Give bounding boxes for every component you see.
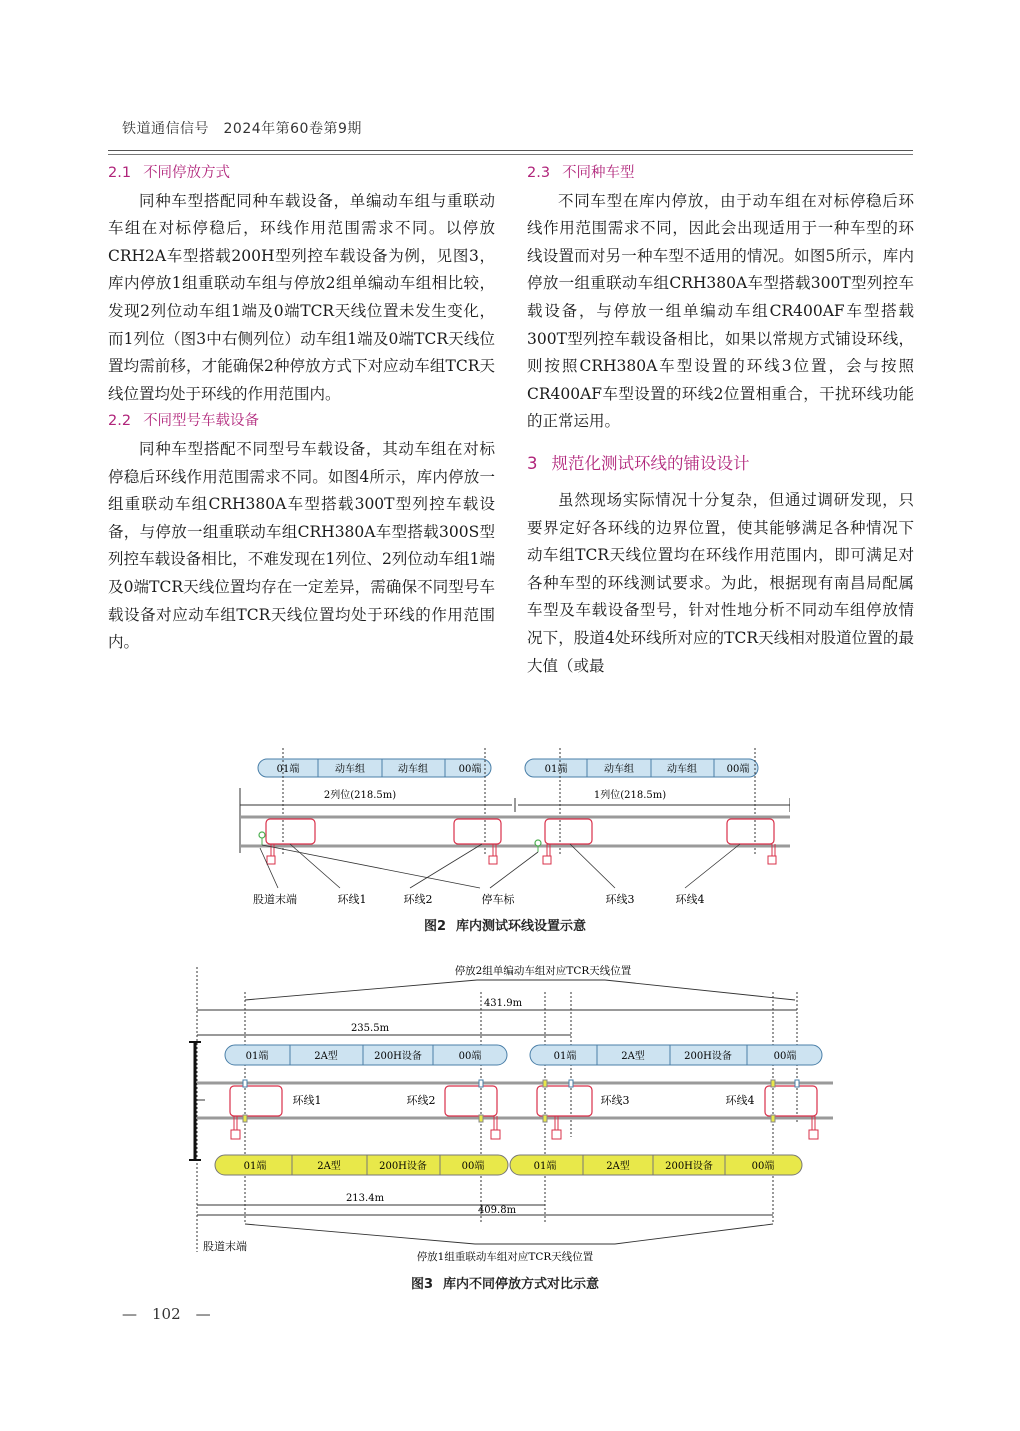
fig3-loop3-label: 环线3 <box>600 1094 630 1107</box>
figure-3-caption: 图3 库内不同停放方式对比示意 <box>410 1277 600 1292</box>
fig3-bottom-label: 停放1组重联动车组对应TCR天线位置 <box>416 1251 594 1263</box>
fig2-train-left-car-3: 动车组 <box>398 764 428 775</box>
fig2-label-loop3: 环线3 <box>605 893 635 906</box>
fig2-train-right-car-4: 00端 <box>726 764 750 775</box>
fig2-loops <box>266 819 774 844</box>
section-3-heading: 3 规范化测试环线的铺设设计 <box>527 453 750 473</box>
fig2-train-right-car-3: 动车组 <box>667 764 697 775</box>
fig2-label-loop1: 环线1 <box>337 893 367 906</box>
fig2-label-stop-mark: 停车标 <box>481 893 515 906</box>
fig3-train-bottom <box>215 1155 802 1175</box>
fig2-train-left-car-4: 00端 <box>458 764 482 775</box>
fig3-loop-boxes <box>231 1130 818 1139</box>
fig2-label-loop4: 环线4 <box>675 893 705 906</box>
svg-text:01端: 01端 <box>245 1051 269 1062</box>
svg-text:2A型: 2A型 <box>314 1051 338 1062</box>
svg-text:2A型: 2A型 <box>606 1161 630 1172</box>
svg-text:00端: 00端 <box>461 1161 485 1172</box>
section-2-2-heading: 2.2 不同型号车载设备 <box>108 413 260 430</box>
fig2-loop-boxes <box>267 856 776 864</box>
page-number: — 102 — <box>122 1305 211 1323</box>
fig3-dim-4319: 431.9m <box>483 998 523 1009</box>
fig2-stop-sign-icon <box>259 832 541 852</box>
svg-text:200H设备: 200H设备 <box>379 1161 427 1172</box>
header-rule-thin <box>108 154 913 155</box>
fig3-track-end-bar <box>189 1042 201 1160</box>
fig2-train-right-car-1: 01端 <box>544 764 568 775</box>
fig2-label-track-end: 股道末端 <box>253 893 297 906</box>
svg-text:01端: 01端 <box>243 1161 267 1172</box>
fig3-loop2-label: 环线2 <box>406 1094 436 1107</box>
svg-text:00端: 00端 <box>458 1051 482 1062</box>
fig2-dim-left: 2列位(218.5m) <box>323 790 397 801</box>
svg-text:200H设备: 200H设备 <box>684 1051 732 1062</box>
header-rule <box>108 150 913 151</box>
svg-text:2A型: 2A型 <box>621 1051 645 1062</box>
fig3-track-end-label: 股道末端 <box>203 1240 247 1253</box>
fig3-loop1-label: 环线1 <box>292 1094 322 1107</box>
svg-text:200H设备: 200H设备 <box>374 1051 422 1062</box>
fig3-dim-2134: 213.4m <box>345 1193 385 1204</box>
right-column <box>527 160 914 680</box>
svg-text:00端: 00端 <box>773 1051 797 1062</box>
fig2-label-loop2: 环线2 <box>403 893 433 906</box>
section-3-text: 虽然现场实际情况十分复杂，但通过调研发现，只要界定好各环线的边界位置，使其能够满足各种情况下动车组TCR天线位置均在环线作用范围内，即可满足对各种车型的环线测试要求。为此，根据现有南昌局配属车型及车载设备型号，针对性地分析不同动车组停放情况下，股道4处环线所对应的TCR天线相对股道位置的最大值（或最 <box>527 490 914 675</box>
figure-3-diagram <box>185 962 840 1267</box>
figure-2-caption: 图2 库内测试环线设置示意 <box>423 919 587 934</box>
fig3-top-dims <box>197 1010 797 1035</box>
fig2-train-right-car-2: 动车组 <box>604 764 634 775</box>
svg-text:200H设备: 200H设备 <box>665 1161 713 1172</box>
figure-2-diagram <box>230 748 790 913</box>
svg-text:2A型: 2A型 <box>317 1161 341 1172</box>
fig2-train-left-car-2: 动车组 <box>335 764 365 775</box>
svg-text:01端: 01端 <box>553 1051 577 1062</box>
svg-text:01端: 01端 <box>533 1161 557 1172</box>
fig2-train-left <box>258 759 491 777</box>
fig3-dim-2355: 235.5m <box>350 1023 390 1034</box>
section-2-2-text: 同种车型搭配不同型号车载设备，其动车组在对标停稳后环线作用范围需求不同。如图4所示，库内停放一组重联动车组CRH380A车型搭载300T型列控车载设备，与停放一组重联动车组CRH380A车型搭载300S型列控车载设备相比，不难发现在1列位、2列位动车组1端及0端TCR天线位置均存在一定差异，需确保不同型号车载设备对应动车组TCR天线位置均处于环线的作用范围内。 <box>108 439 495 652</box>
fig3-train-top-right <box>530 1045 822 1065</box>
section-2-1-text: 同种车型搭配同种车载设备，单编动车组与重联动车组在对标停稳后，环线作用范围需求不同。以停放CRH2A车型搭载200H型列控车载设备为例，见图3，库内停放1组重联动车组与停放2组单编动车组相比较，发现2列位动车组1端及0端TCR天线位置未发生变化，而1列位（图3中右侧列位）动车组1端及0端TCR天线位置均需前移，才能确保2种停放方式下对应动车组TCR天线位置均处于环线的作用范围内。 <box>108 191 495 403</box>
fig3-top-brace <box>245 980 795 1000</box>
fig3-bottom-brace <box>245 1224 773 1244</box>
fig3-dim-4098: 409.8m <box>477 1205 517 1216</box>
fig2-dimensions <box>240 788 790 853</box>
fig2-train-left-car-1: 01端 <box>276 764 300 775</box>
section-2-3-heading: 2.3 不同种车型 <box>527 165 635 181</box>
section-2-3-text: 不同车型在库内停放，由于动车组在对标停稳后环线作用范围需求不同，因此会出现适用于一种车型的环线设置而对另一种车型不适用的情况。如图5所示，库内停放一组重联动车组CRH380A车型搭载300T型列控车载设备，与停放一组单编动车组CR400AF车型搭载300T型列控车载设备相比，如果以常规方式铺设环线，则按照CRH380A车型设置的环线3位置，会与按照CR400AF车型设置的环线2位置相重合，干扰环线功能的正常运用。 <box>527 191 914 431</box>
fig2-leaders <box>260 844 740 888</box>
fig3-antenna-markers <box>243 1080 799 1122</box>
fig2-dim-right: 1列位(218.5m) <box>593 790 667 801</box>
svg-text:00端: 00端 <box>751 1161 775 1172</box>
left-column <box>108 160 495 657</box>
fig3-train-top-left <box>225 1045 507 1065</box>
fig3-top-label: 停放2组单编动车组对应TCR天线位置 <box>454 965 632 977</box>
section-2-1-heading: 2.1 不同停放方式 <box>108 165 231 181</box>
journal-header: 铁道通信信号 2024年第60卷第9期 <box>122 121 362 137</box>
fig3-loop4-label: 环线4 <box>725 1094 755 1107</box>
